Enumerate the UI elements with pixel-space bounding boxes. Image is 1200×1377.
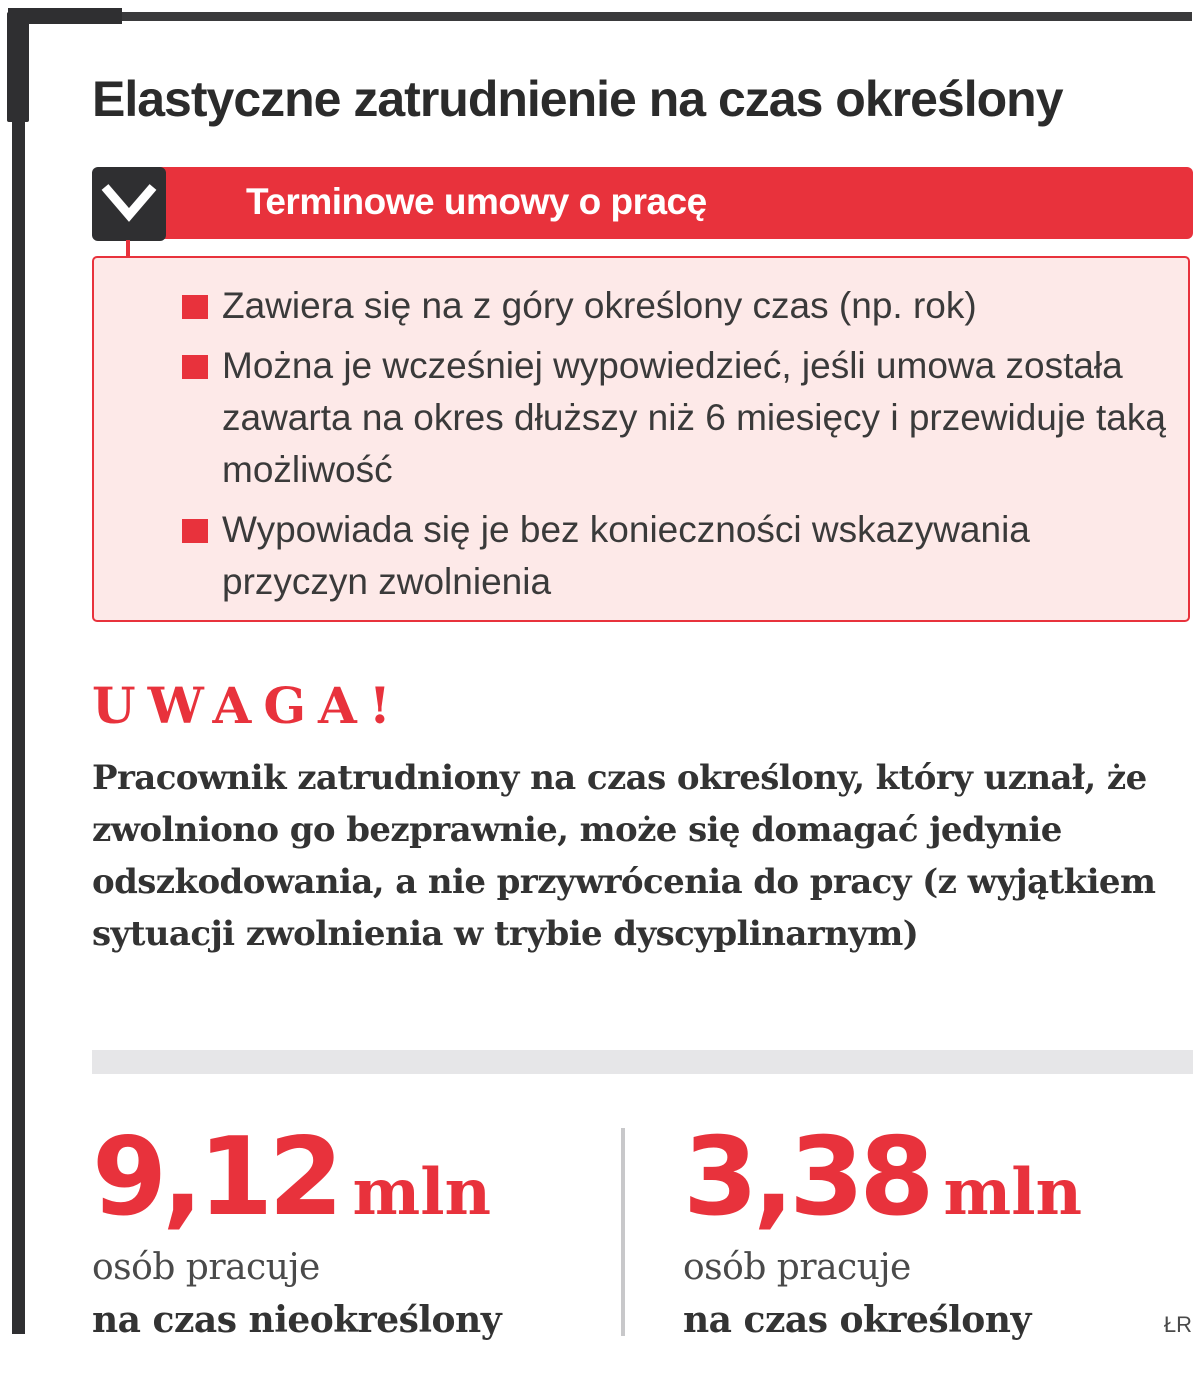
stat-number: 3,38 — [683, 1115, 930, 1240]
stat-number: 9,12 — [92, 1115, 339, 1240]
section-header-bar — [156, 167, 1193, 239]
frame-left-rule — [12, 12, 25, 1334]
list-item — [182, 280, 1172, 332]
author-credit: ŁR — [1163, 1312, 1192, 1337]
warning-text: Pracownik zatrudniony na czas określony, który uznał, że zwolniono go bezprawnie, może się domagać jedynie odszkodowania, a nie przywrócenia do pracy (z wyjątkiem sytuacji zwolnienia w trybie dyscyplinarnym) — [92, 758, 1156, 954]
chevron-down-icon — [92, 167, 166, 241]
stat-unit: mln — [943, 1155, 1083, 1230]
bullet-square-icon — [182, 355, 208, 379]
section-header-label: Terminowe umowy o pracę — [246, 181, 707, 222]
stat-caption-bold: na czas nieokreślony — [92, 1299, 502, 1341]
page-title: Elastyczne zatrudnienie na czas określony — [92, 71, 1063, 127]
info-box — [92, 256, 1190, 622]
stat-unit: mln — [352, 1155, 492, 1230]
divider — [92, 1050, 1193, 1074]
list-item — [182, 504, 1172, 608]
bullet-square-icon — [182, 295, 208, 319]
list-item-text: Zawiera się na z góry określony czas (np. rok) — [222, 285, 977, 326]
list-item — [182, 340, 1172, 496]
bullet-square-icon — [182, 519, 208, 543]
stat-indefinite — [92, 1115, 612, 1346]
stat-caption: osób pracuje — [92, 1247, 320, 1288]
section-header — [92, 167, 1193, 241]
bullet-list — [182, 280, 1172, 616]
list-item-text: Można je wcześniej wypowiedzieć, jeśli umowa została zawarta na okres dłuższy niż 6 miesięcy i przewiduje taką możliwość — [222, 345, 1166, 490]
stat-separator — [621, 1128, 625, 1336]
stat-caption-bold: na czas określony — [683, 1299, 1031, 1341]
stat-fixed-term — [683, 1115, 1200, 1346]
stat-value — [683, 1115, 1200, 1240]
frame-top-rule — [12, 12, 1192, 21]
stat-value — [92, 1115, 612, 1240]
stat-caption: osób pracuje — [683, 1247, 911, 1288]
warning-title: UWAGA! — [92, 676, 403, 735]
list-item-text: Wypowiada się je bez konieczności wskazywania przyczyn zwolnienia — [222, 509, 1030, 602]
